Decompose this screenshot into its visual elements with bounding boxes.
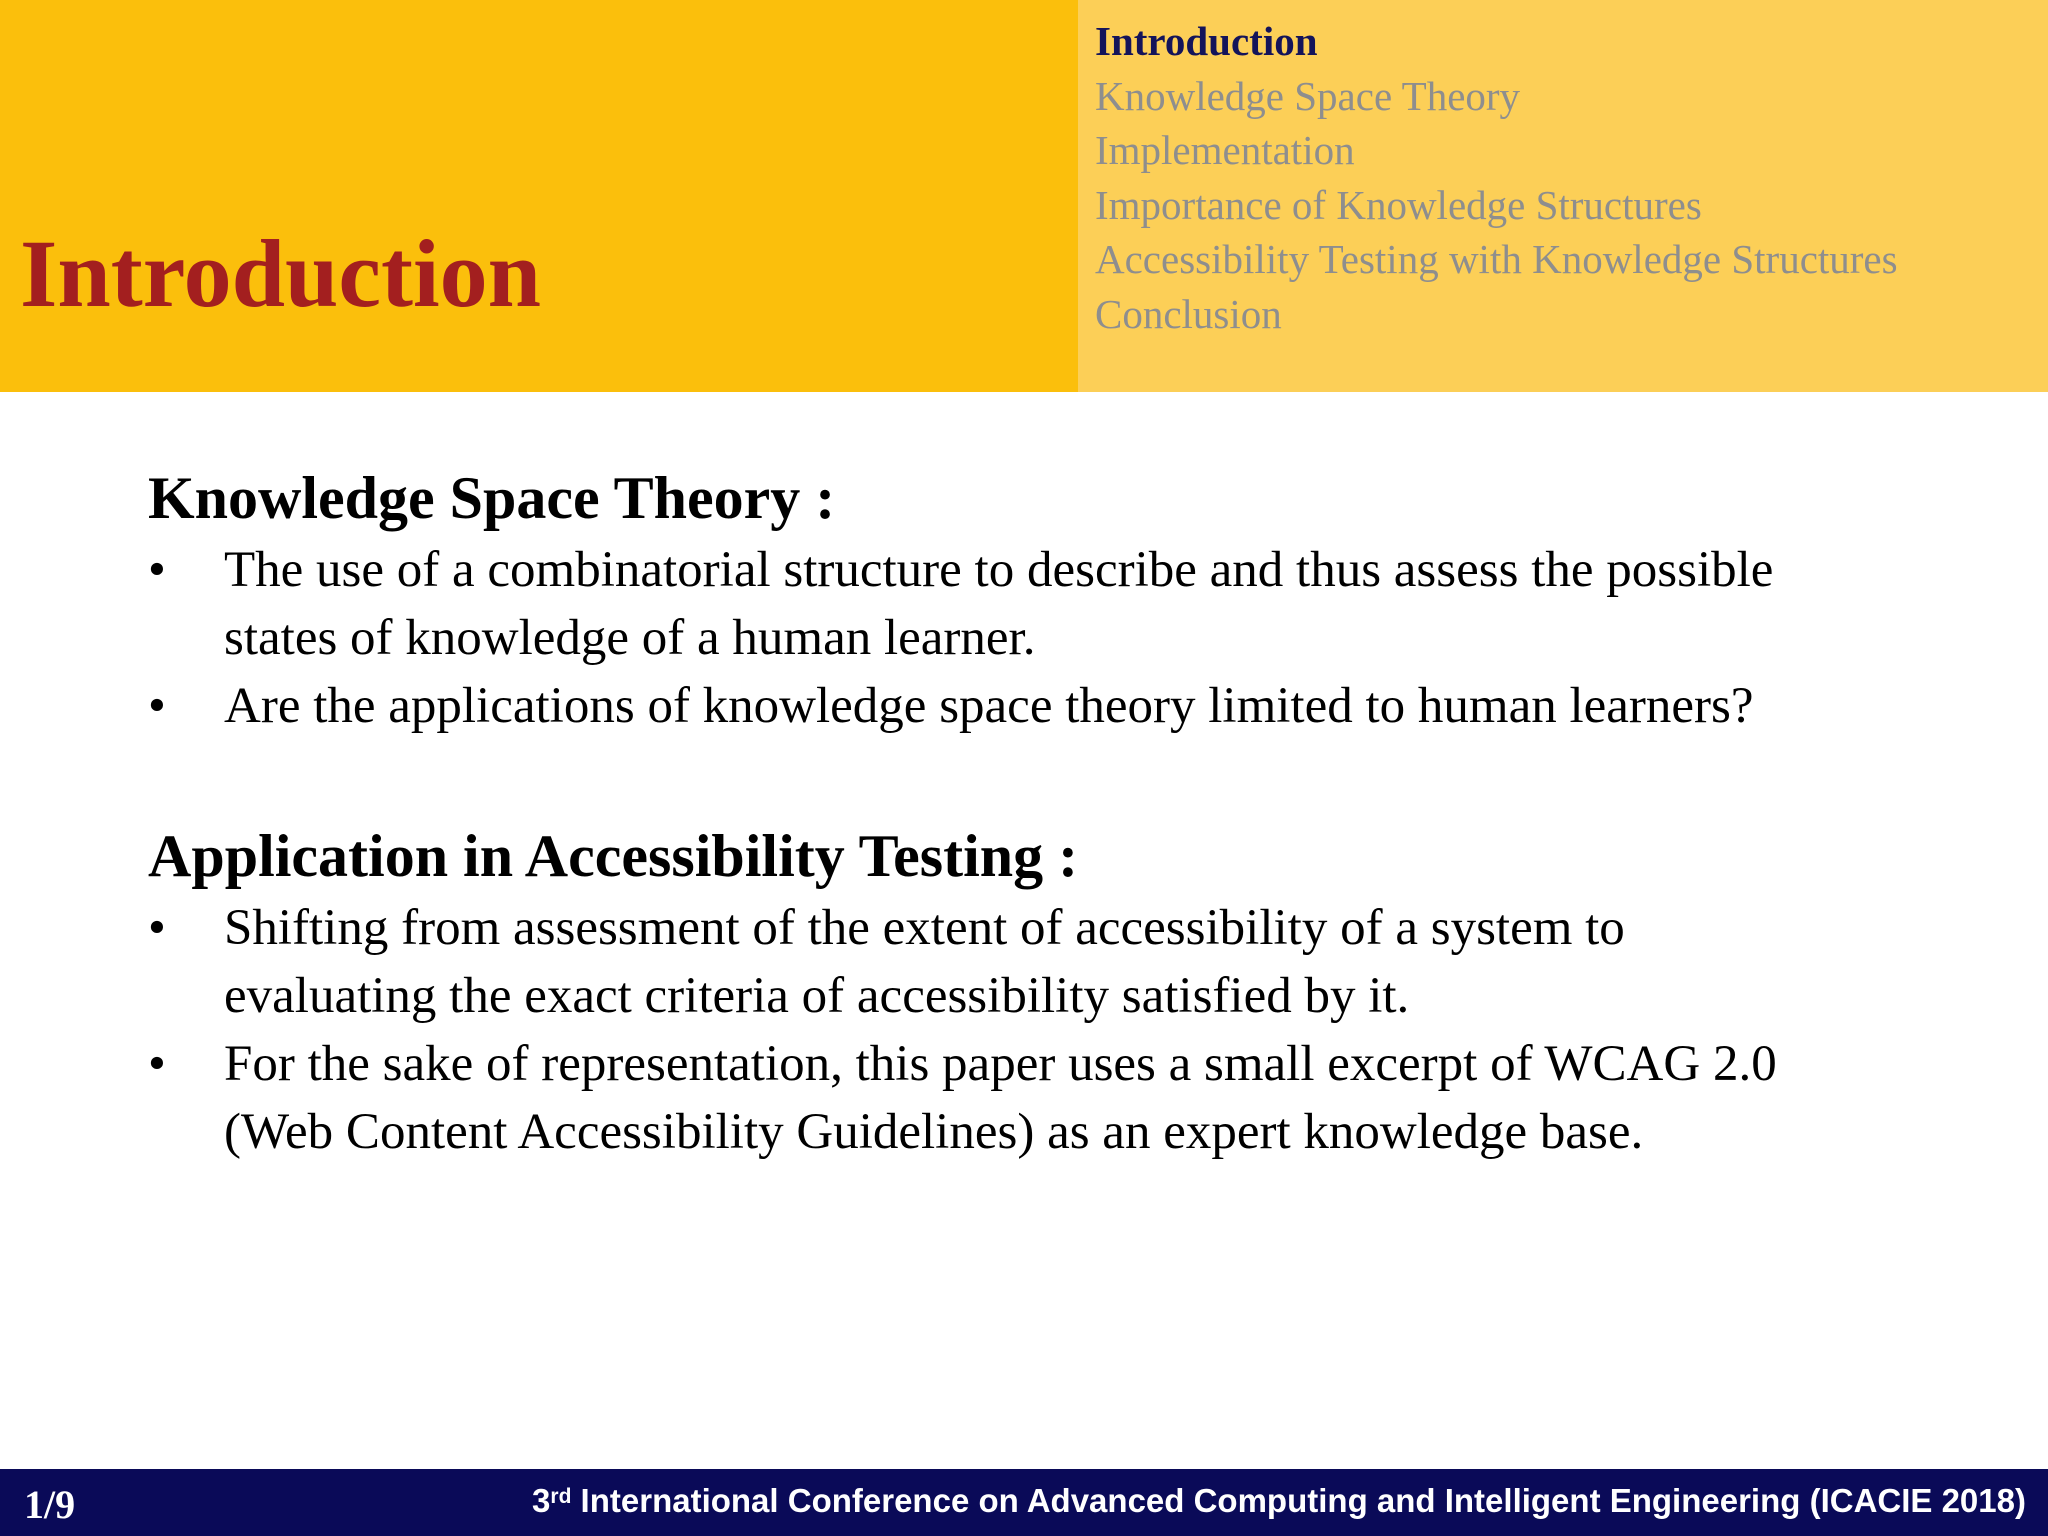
bullet-item: [148, 672, 1848, 740]
nav-item-conclusion[interactable]: Conclusion: [1095, 290, 1282, 337]
section-heading: Knowledge Space Theory :: [148, 465, 836, 531]
bullet-list: [148, 536, 1848, 740]
bullet-icon: •: [148, 1036, 166, 1092]
conference-ordinal-suffix: rd: [550, 1485, 572, 1508]
bullet-text: Shifting from assessment of the extent of accessibility of a system to evaluating the exact criteria of accessibility satisfied by it.: [224, 900, 1625, 1024]
conference-ordinal: 3: [532, 1482, 551, 1519]
page-number: 1/9: [24, 1482, 76, 1527]
bullet-icon: •: [148, 900, 166, 956]
frame-title: Introduction: [20, 220, 542, 327]
bullet-list: [148, 894, 1848, 1166]
bullet-text: The use of a combinatorial structure to describe and thus assess the possible states of knowledge of a human learner.: [224, 542, 1774, 666]
bullet-item: [148, 894, 1848, 1030]
nav-item-introduction[interactable]: Introduction: [1095, 18, 1318, 64]
nav-item-importance-of-knowledge-structures[interactable]: Importance of Knowledge Structures: [1095, 181, 1702, 228]
bullet-icon: •: [148, 542, 166, 598]
section-application-accessibility-testing: [148, 818, 1848, 1166]
bullet-item: [148, 1030, 1848, 1166]
section-knowledge-space-theory: [148, 460, 1848, 740]
bullet-text: For the sake of representation, this paper uses a small excerpt of WCAG 2.0 (Web Content Accessibility Guidelines) as an expert knowledge base.: [224, 1036, 1777, 1160]
nav-item-accessibility-testing[interactable]: Accessibility Testing with Knowledge Structures: [1095, 236, 1898, 282]
slide-content: [148, 460, 1848, 1166]
bullet-item: [148, 536, 1848, 672]
footer-bar: [0, 1469, 2048, 1536]
bullet-icon: •: [148, 678, 166, 734]
section-heading: Application in Accessibility Testing :: [148, 823, 1079, 889]
conference-title: [532, 1481, 2026, 1521]
bullet-text: Are the applications of knowledge space theory limited to human learners?: [224, 678, 1754, 734]
conference-name: International Conference on Advanced Computing and Intelligent Engineering (ICACIE 2018): [571, 1482, 2026, 1519]
section-navigation: [1095, 14, 2035, 341]
nav-item-implementation[interactable]: Implementation: [1095, 127, 1355, 173]
header-title-band: [0, 0, 1078, 392]
nav-item-knowledge-space-theory[interactable]: Knowledge Space Theory: [1095, 72, 1521, 119]
